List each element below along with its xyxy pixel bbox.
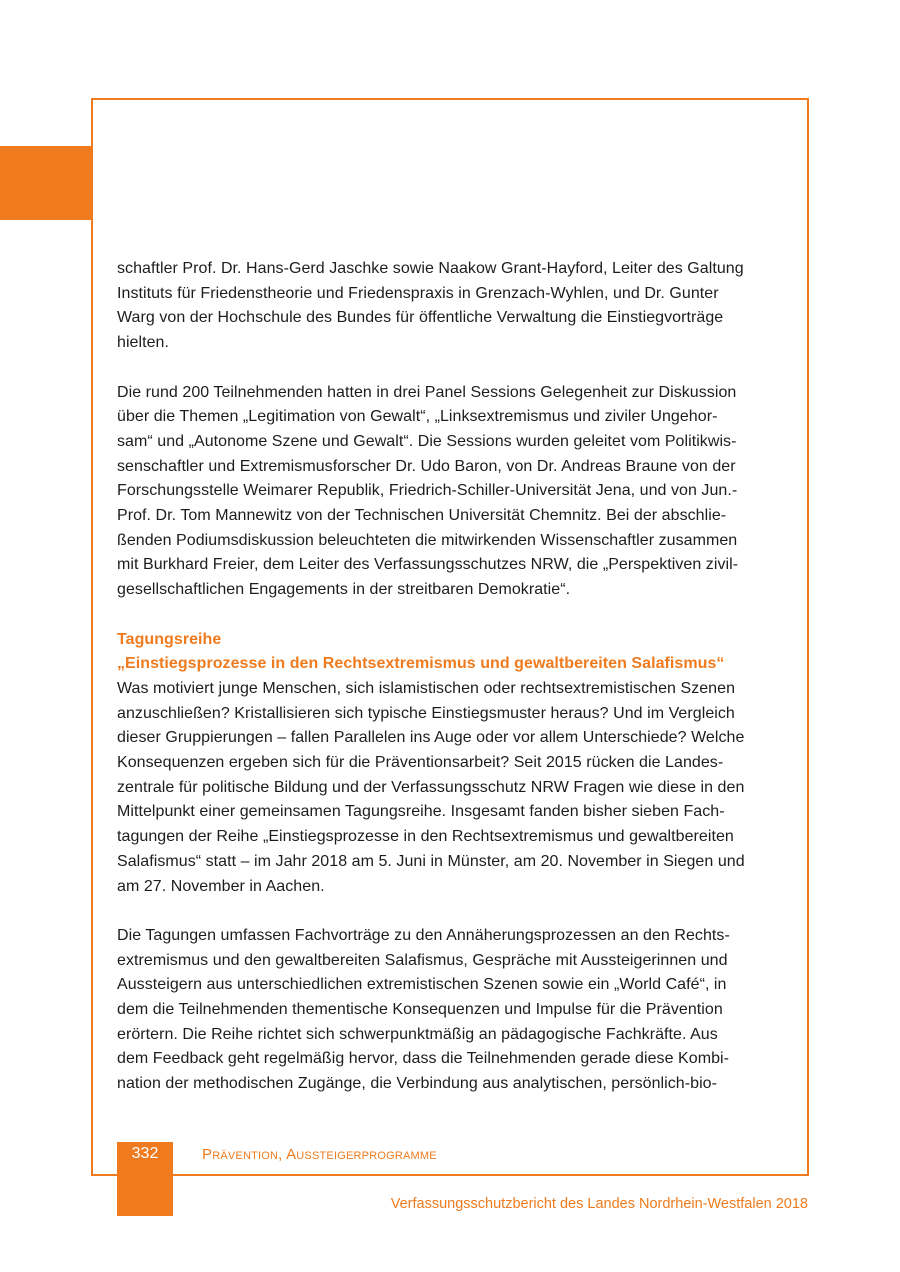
text-line: zentrale für politische Bildung und der Verfassungsschutz NRW Fragen wie diese in den bbox=[117, 778, 745, 796]
paragraph-spacer bbox=[117, 356, 785, 381]
text-line: hielten. bbox=[117, 334, 169, 352]
text-line: sam“ und „Autonome Szene und Gewalt“. Die Sessions wurden geleitet vom Politikwis- bbox=[117, 432, 737, 450]
text-line: dieser Gruppierungen – fallen Parallelen ins Auge oder vor allem Unterschiede? Welche bbox=[117, 729, 745, 747]
chapter-tab-marker bbox=[0, 146, 93, 220]
paragraph-spacer bbox=[117, 899, 785, 924]
paragraph-3 bbox=[117, 677, 785, 899]
text-line: Prof. Dr. Tom Mannewitz von der Technischen Universität Chemnitz. Bei der abschlie- bbox=[117, 507, 727, 525]
text-line: Was motiviert junge Menschen, sich islamistischen oder rechtsextremistischen Szenen bbox=[117, 679, 736, 697]
paragraph-spacer bbox=[117, 603, 785, 628]
text-line: Die Tagungen umfassen Fachvorträge zu den Annäherungsprozessen an den Rechts- bbox=[117, 926, 730, 944]
text-line: dem Feedback geht regelmäßig hervor, dass die Teilnehmenden gerade diese Kombi- bbox=[117, 1050, 730, 1068]
text-line: anzuschließen? Kristallisieren sich typische Einstiegsmuster heraus? Und im Vergleich bbox=[117, 704, 735, 722]
text-line: Forschungsstelle Weimarer Republik, Friedrich-Schiller-Universität Jena, und von Jun.- bbox=[117, 482, 738, 500]
heading-line-1: Tagungsreihe bbox=[117, 630, 222, 648]
publication-title: Verfassungsschutzbericht des Landes Nordrhein-Westfalen 2018 bbox=[390, 1196, 808, 1212]
text-line: dem die Teilnehmenden thementische Konsequenzen und Impulse für die Prävention bbox=[117, 1001, 723, 1019]
text-line: erörtern. Die Reihe richtet sich schwerpunktmäßig an pädagogische Fachkräfte. Aus bbox=[117, 1025, 718, 1043]
text-line: Aussteigern aus unterschiedlichen extremistischen Szenen sowie ein „World Café“, in bbox=[117, 976, 727, 994]
main-text bbox=[117, 257, 785, 1097]
text-line: nation der methodischen Zugänge, die Verbindung aus analytischen, persönlich-bio- bbox=[117, 1075, 717, 1093]
running-section-title: Prävention, Aussteigerprogramme bbox=[202, 1146, 437, 1163]
text-line: Warg von der Hochschule des Bundes für öffentliche Verwaltung die Einstiegvorträge bbox=[117, 309, 724, 327]
text-line: Salafismus“ statt – im Jahr 2018 am 5. Juni in Münster, am 20. November in Siegen und bbox=[117, 852, 745, 870]
text-line: über die Themen „Legitimation von Gewalt“, „Linksextremismus und ziviler Ungehor- bbox=[117, 408, 718, 426]
paragraph-1 bbox=[117, 257, 785, 356]
paragraph-4 bbox=[117, 924, 785, 1097]
heading-line-2: „Einstiegsprozesse in den Rechtsextremismus und gewaltbereiten Salafismus“ bbox=[117, 655, 725, 673]
text-line: Die rund 200 Teilnehmenden hatten in drei Panel Sessions Gelegenheit zur Diskussion bbox=[117, 383, 737, 401]
text-line: mit Burkhard Freier, dem Leiter des Verfassungsschutzes NRW, die „Perspektiven zivil- bbox=[117, 556, 739, 574]
text-line: tagungen der Reihe „Einstiegsprozesse in den Rechtsextremismus und gewaltbereiten bbox=[117, 828, 734, 846]
text-line: senschaftler und Extremismusforscher Dr. Udo Baron, von Dr. Andreas Braune von der bbox=[117, 457, 736, 475]
text-line: extremismus und den gewaltbereiten Salafismus, Gespräche mit Aussteigerinnen und bbox=[117, 951, 728, 969]
page-number: 332 bbox=[131, 1145, 159, 1162]
text-line: Instituts für Friedenstheorie und Friedenspraxis in Grenzach-Wyhlen, und Dr. Gunter bbox=[117, 284, 719, 302]
text-line: Konsequenzen ergeben sich für die Präventionsarbeit? Seit 2015 rücken die Landes- bbox=[117, 754, 724, 772]
section-heading bbox=[117, 628, 785, 677]
text-line: gesellschaftlichen Engagements in der streitbaren Demokratie“. bbox=[117, 581, 571, 599]
text-line: schaftler Prof. Dr. Hans-Gerd Jaschke sowie Naakow Grant-Hayford, Leiter des Galtung bbox=[117, 260, 744, 277]
text-line: ßenden Podiumsdiskussion beleuchteten die mitwirkenden Wissenschaftler zusammen bbox=[117, 531, 738, 549]
paragraph-2 bbox=[117, 381, 785, 603]
text-line: Mittelpunkt einer gemeinsamen Tagungsreihe. Insgesamt fanden bisher sieben Fach- bbox=[117, 803, 725, 821]
text-line: am 27. November in Aachen. bbox=[117, 877, 325, 895]
